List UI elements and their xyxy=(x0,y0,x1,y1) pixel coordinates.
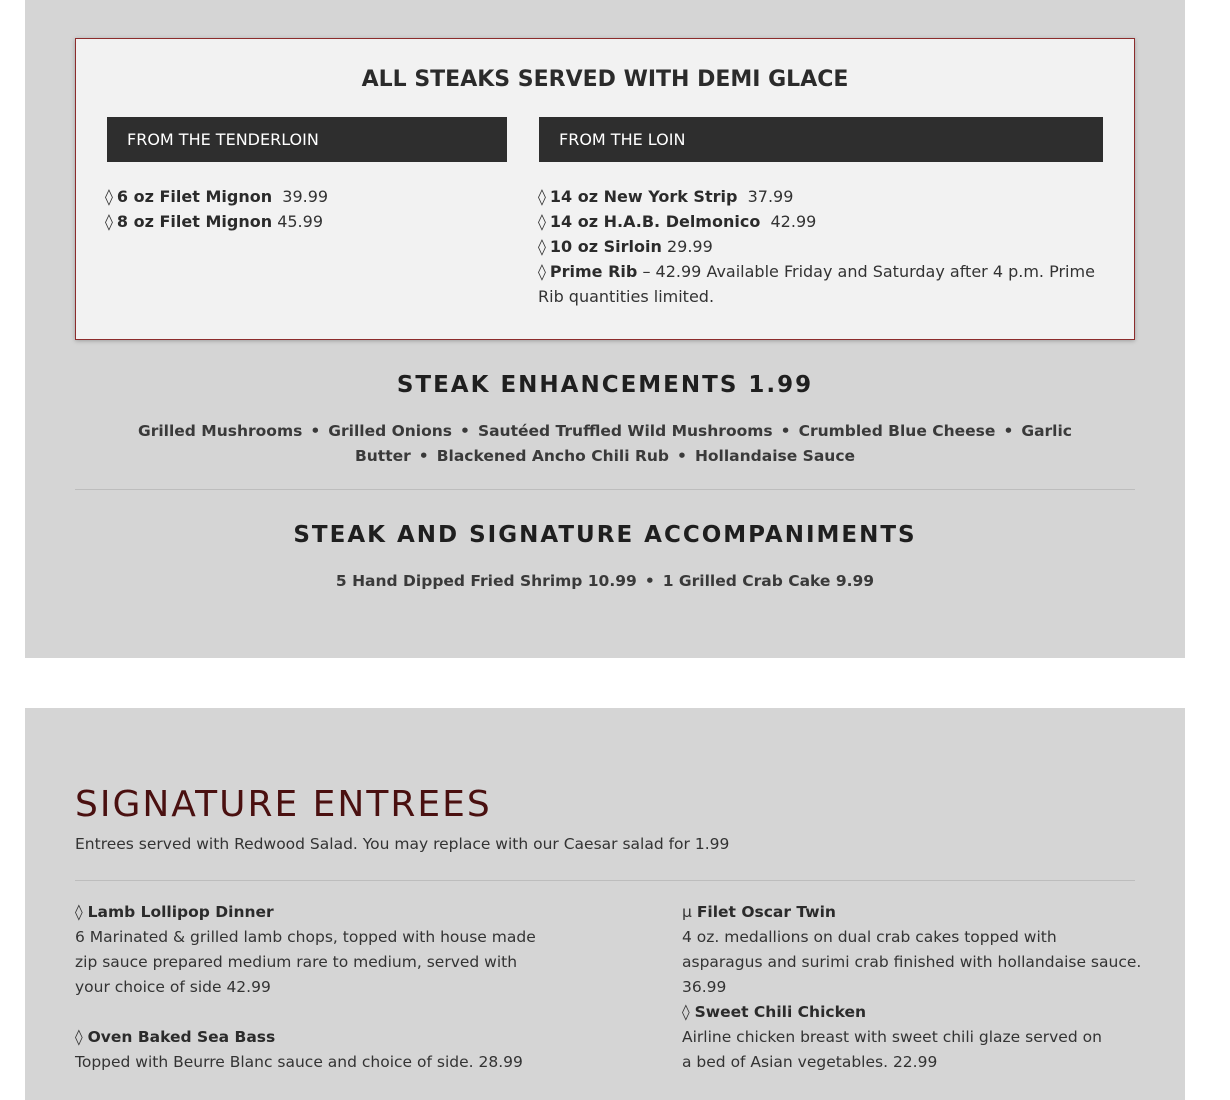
item-price: 42.99 xyxy=(770,212,817,231)
enhancement-item: Grilled Mushrooms xyxy=(137,422,303,440)
diamond-icon: ◊ xyxy=(538,262,546,281)
tenderloin-list xyxy=(105,184,525,234)
signature-panel xyxy=(25,708,1185,1100)
item-price: 39.99 xyxy=(282,187,329,206)
entree-name: Oven Baked Sea Bass xyxy=(87,1028,276,1046)
tenderloin-header: FROM THE TENDERLOIN xyxy=(107,117,507,162)
item-price: 45.99 xyxy=(277,212,323,231)
accompaniments-title: STEAK AND SIGNATURE ACCOMPANIMENTS xyxy=(293,522,917,548)
accompaniment-item: 1 Grilled Crab Cake 9.99 xyxy=(662,572,875,590)
item-name: 14 oz H.A.B. Delmonico xyxy=(549,212,761,231)
item-price: 29.99 xyxy=(666,237,713,256)
diamond-icon: ◊ xyxy=(75,1028,83,1046)
bullet-separator: • xyxy=(780,422,791,440)
menu-item xyxy=(538,234,1108,259)
entree-item xyxy=(682,900,1142,1000)
loin-header: FROM THE LOIN xyxy=(539,117,1103,162)
signature-title: SIGNATURE ENTREES xyxy=(75,784,492,825)
entree-item xyxy=(75,900,545,1000)
enhancement-item: Crumbled Blue Cheese xyxy=(798,422,996,440)
steaks-box xyxy=(75,38,1135,340)
menu-item xyxy=(538,209,1108,234)
enhancement-item: Sautéed Truffled Wild Mushrooms xyxy=(477,422,773,440)
loin-list xyxy=(538,184,1108,309)
entree-description: Airline chicken breast with sweet chili glaze served on a bed of Asian vegetables. 22.99 xyxy=(682,1028,1102,1071)
diamond-icon: ◊ xyxy=(538,212,546,231)
diamond-icon: ◊ xyxy=(538,187,546,206)
section-divider xyxy=(75,880,1135,881)
accompaniment-item: 5 Hand Dipped Fried Shrimp 10.99 xyxy=(335,572,637,590)
item-name: Prime Rib xyxy=(549,262,638,281)
entree-name: Filet Oscar Twin xyxy=(696,903,836,921)
item-name: 10 oz Sirloin xyxy=(549,237,662,256)
diamond-icon: ◊ xyxy=(682,1003,690,1021)
bullet-separator: • xyxy=(460,422,470,440)
item-price: – 42.99 xyxy=(642,262,702,281)
enhancement-item: Garlic Butter xyxy=(354,422,1072,465)
menu-item xyxy=(105,209,525,234)
diamond-icon: ◊ xyxy=(105,187,113,206)
diamond-icon: ◊ xyxy=(105,212,113,231)
entree-name: Lamb Lollipop Dinner xyxy=(87,903,274,921)
menu-item xyxy=(105,184,525,209)
enhancement-item: Hollandaise Sauce xyxy=(694,447,856,465)
entree-item xyxy=(682,1000,1112,1075)
enhancements-list xyxy=(75,419,1135,469)
item-price: 37.99 xyxy=(747,187,794,206)
menu-item xyxy=(538,259,1108,309)
mu-icon: µ xyxy=(682,903,692,921)
item-name: 6 oz Filet Mignon xyxy=(116,187,273,206)
section-divider xyxy=(75,489,1135,490)
entree-name: Sweet Chili Chicken xyxy=(694,1003,867,1021)
diamond-icon: ◊ xyxy=(538,237,546,256)
menu-item xyxy=(538,184,1108,209)
accompaniments-list xyxy=(75,569,1135,594)
signature-intro: Entrees served with Redwood Salad. You may replace with our Caesar salad for 1.99 xyxy=(75,835,730,853)
entree-description: Topped with Beurre Blanc sauce and choice of side. 28.99 xyxy=(75,1053,523,1071)
enhancement-item: Blackened Ancho Chili Rub xyxy=(436,447,670,465)
entree-description: 6 Marinated & grilled lamb chops, topped with house made zip sauce prepared medium rare to medium, served with your choice of side 42.99 xyxy=(75,928,536,996)
entree-description: 4 oz. medallions on dual crab cakes topped with asparagus and surimi crab finished with hollandaise sauce. 36.99 xyxy=(682,928,1142,996)
enhancement-item: Grilled Onions xyxy=(328,422,453,440)
entree-item xyxy=(75,1025,545,1075)
item-note: Available Friday and Saturday after 4 p.m. Prime Rib quantities limited. xyxy=(538,262,1095,306)
item-name: 8 oz Filet Mignon xyxy=(116,212,273,231)
bullet-separator: • xyxy=(418,447,429,465)
enhancements-title: STEAK ENHANCEMENTS 1.99 xyxy=(396,372,814,398)
steaks-title: ALL STEAKS SERVED WITH DEMI GLACE xyxy=(361,67,849,92)
steaks-panel xyxy=(25,0,1185,658)
bullet-separator: • xyxy=(1003,422,1014,440)
bullet-separator: • xyxy=(677,447,687,465)
bullet-separator: • xyxy=(310,422,321,440)
bullet-separator: • xyxy=(644,572,655,590)
diamond-icon: ◊ xyxy=(75,903,83,921)
item-name: 14 oz New York Strip xyxy=(549,187,738,206)
